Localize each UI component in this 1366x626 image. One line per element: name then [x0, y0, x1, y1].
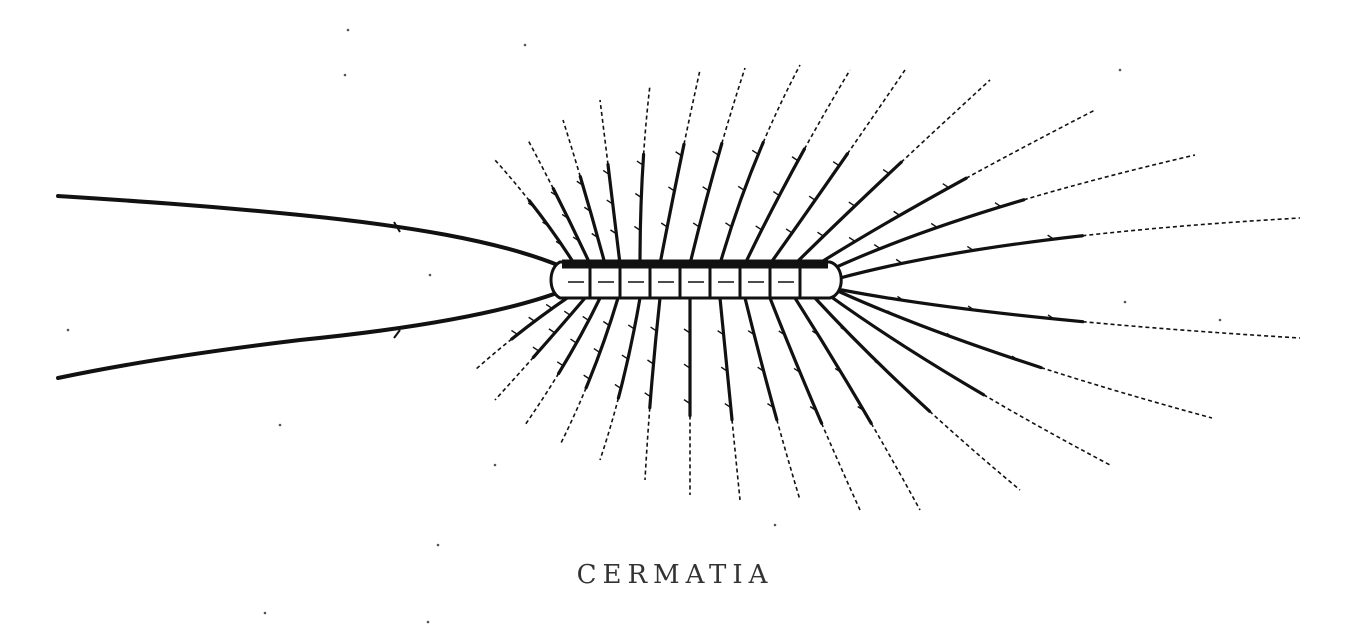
plate-caption: CERMATIA — [576, 560, 774, 590]
leg-upper-4 — [600, 100, 620, 264]
antennae-group — [58, 196, 565, 378]
leg-upper-10 — [770, 70, 905, 264]
leg-upper-7 — [690, 68, 745, 264]
leg-upper-13 — [830, 155, 1195, 270]
leg-upper-12 — [815, 110, 1095, 266]
legs-upper-group — [495, 65, 1300, 278]
leg-lower-15 — [842, 290, 1300, 338]
leg-upper-9 — [745, 70, 850, 264]
leg-lower-12 — [815, 298, 1020, 490]
leg-upper-14 — [840, 218, 1300, 278]
leg-upper-5 — [634, 85, 650, 264]
leg-lower-6 — [645, 298, 660, 480]
leg-upper-11 — [795, 80, 990, 264]
leg-lower-5 — [600, 298, 640, 460]
leg-lower-9 — [745, 298, 800, 500]
legs-lower-group — [475, 290, 1300, 510]
leg-upper-2 — [528, 140, 590, 264]
leg-lower-14 — [840, 292, 1212, 418]
centipede-body — [551, 262, 841, 298]
leg-upper-6 — [660, 70, 700, 264]
leg-lower-7 — [684, 298, 690, 495]
leg-upper-3 — [563, 120, 605, 264]
antenna-upper — [58, 196, 565, 268]
paper-specks — [67, 29, 1222, 624]
leg-lower-3 — [525, 298, 600, 425]
leg-lower-8 — [718, 298, 740, 500]
antenna-lower — [58, 290, 565, 378]
